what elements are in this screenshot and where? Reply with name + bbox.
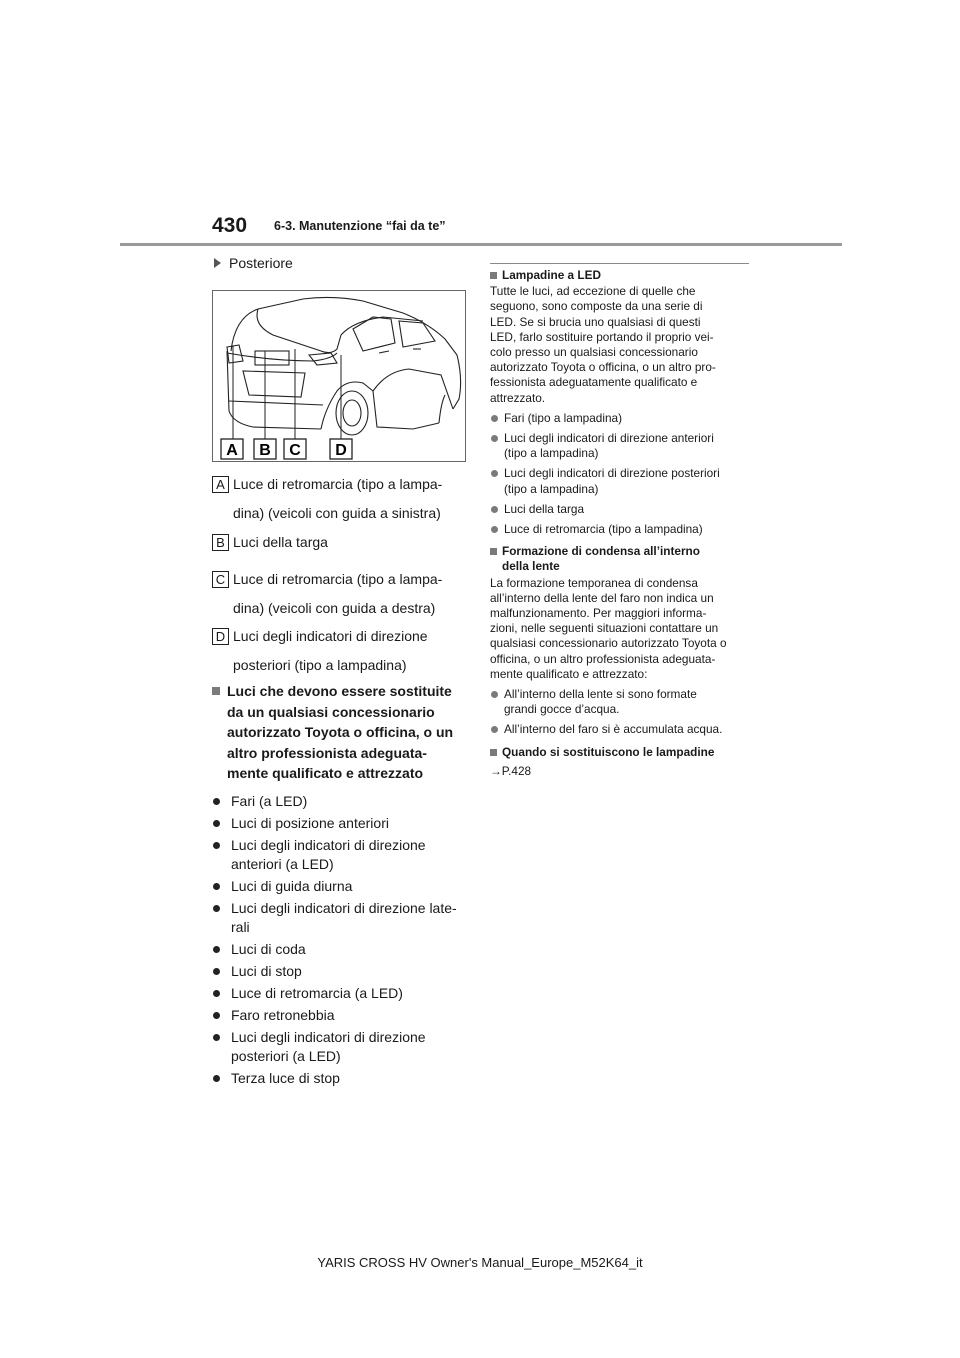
heading-line: mente qualificato e attrezzato [227,765,424,781]
dealer-replacement-section [212,681,474,1088]
bullet-dot-icon [491,470,498,477]
list-item: Luci degli indicatori di direzione anteriori (tipo a lampadina) [490,431,762,461]
bullet-dot-icon [491,506,498,513]
header-rule [120,243,842,246]
label-d: D [335,442,347,459]
bullet-dot-icon [213,820,220,827]
bullet-dot-icon [213,968,220,975]
section-title: 6-3. Manutenzione “fai da te” [274,219,446,233]
legend-b [212,532,328,552]
list-item: Luci di guida diurna [212,877,474,896]
legend-letter-c: C [212,571,229,588]
legend-a-line2: dina) (veicoli con guida a sinistra) [233,505,441,521]
list-item: Terza luce di stop [212,1069,474,1088]
led-bulbs-paragraph: Tutte le luci, ad eccezione di quelle che seguono, sono composte da una serie di LED. Se si brucia uno qualsiasi di questi LED, farlo sostituire portando il proprio vei- colo presso un qualsiasi concessionario autorizzato Toyota o officina, o un altro pro- fessionista adeguatamente qualificato e attrezzato. [490,284,716,405]
list-item: Faro retronebbia [212,1006,474,1025]
bullet-dot-icon [213,1012,220,1019]
list-item: Luce di retromarcia (a LED) [212,984,474,1003]
legend-b-line1: Luci della targa [233,534,328,550]
bullet-dot-icon [213,1075,220,1082]
list-item: Luci di posizione anteriori [212,814,474,833]
car-drawing [213,291,465,461]
list-item: Luci degli indicatori di direzione posteriori (tipo a lampadina) [490,466,762,496]
footer-text: YARIS CROSS HV Owner's Manual_Europe_M52K64_it [317,1255,643,1270]
bullet-dot-icon [491,415,498,422]
bullet-dot-icon [491,526,498,533]
heading-line: da un qualsiasi concessionario [227,703,435,720]
list-item: Fari (tipo a lampadina) [490,411,762,426]
legend-c [212,569,442,618]
bullet-dot-icon [213,842,220,849]
bullet-dot-icon [491,691,498,698]
heading-line: altro professionista adeguata- [227,744,427,761]
square-bullet-icon [490,272,497,279]
page-reference-link[interactable]: →P.428 [490,763,532,778]
label-b: B [259,442,271,459]
list-item: All’interno del faro si è accumulata acqua. [490,722,762,737]
square-bullet-icon [212,687,220,695]
right-column [490,268,762,779]
bullet-dot-icon [213,883,220,890]
list-item: Luce di retromarcia (tipo a lampadina) [490,522,762,537]
list-item: Fari (a LED) [212,792,474,811]
legend-c-line2: dina) (veicoli con guida a destra) [233,600,436,616]
condensation-heading: Formazione di condensa all’interno della lente [490,544,762,574]
legend-d-line1: Luci degli indicatori di direzione [233,628,428,644]
bullet-dot-icon [213,990,220,997]
list-item: Luci degli indicatori di direzione posteriori (a LED) [212,1028,474,1066]
square-bullet-icon [490,749,497,756]
bullet-dot-icon [213,905,220,912]
heading-line: Luci che devono essere sostituite [227,683,452,699]
bullet-dot-icon [213,946,220,953]
list-item: Luci degli indicatori di direzione anteriori (a LED) [212,836,474,874]
legend-d-line2: posteriori (tipo a lampadina) [233,657,407,673]
bullet-dot-icon [213,1034,220,1041]
right-column-rule [490,263,749,264]
legend-d [212,626,428,675]
label-a: A [226,442,238,459]
condensation-paragraph: La formazione temporanea di condensa all’interno della lente del faro non indica un malfunzionamento. Per maggiori informa- zioni, nelle seguenti situazioni contattare un qualsiasi concessionario autorizzato Toyota o officina, o un altro professionista adeguata- mente qualificato e attrezzato: [490,575,727,681]
legend-a-line1: Luce di retromarcia (tipo a lampa- [233,476,443,492]
legend-a [212,474,442,523]
heading-line: autorizzato Toyota o officina, o un [227,724,454,740]
list-item: Luci di coda [212,940,474,959]
subhead-label: Posteriore [229,255,293,271]
list-item: Luci di stop [212,962,474,981]
bullet-dot-icon [213,798,220,805]
subhead-posteriore [214,255,293,271]
replacing-bulbs-heading: Quando si sostituiscono le lampadine [490,745,762,760]
rear-car-illustration [212,290,466,462]
legend-c-line1: Luce di retromarcia (tipo a lampa- [233,571,443,587]
bullet-dot-icon [491,435,498,442]
legend-letter-b: B [212,534,229,551]
list-item: Luci degli indicatori di direzione late- rali [212,899,474,937]
legend-letter-d: D [212,628,229,645]
dealer-replacement-heading [212,681,474,784]
bullet-dot-icon [491,726,498,733]
legend-letter-a: A [212,476,229,493]
triangle-icon [214,258,221,268]
square-bullet-icon [490,548,497,555]
list-item: All’interno della lente si sono formate grandi gocce d’acqua. [490,687,762,717]
page-number: 430 [212,214,248,237]
list-item: Luci della targa [490,502,762,517]
label-c: C [289,442,301,459]
led-bulbs-heading: Lampadine a LED [490,268,762,283]
